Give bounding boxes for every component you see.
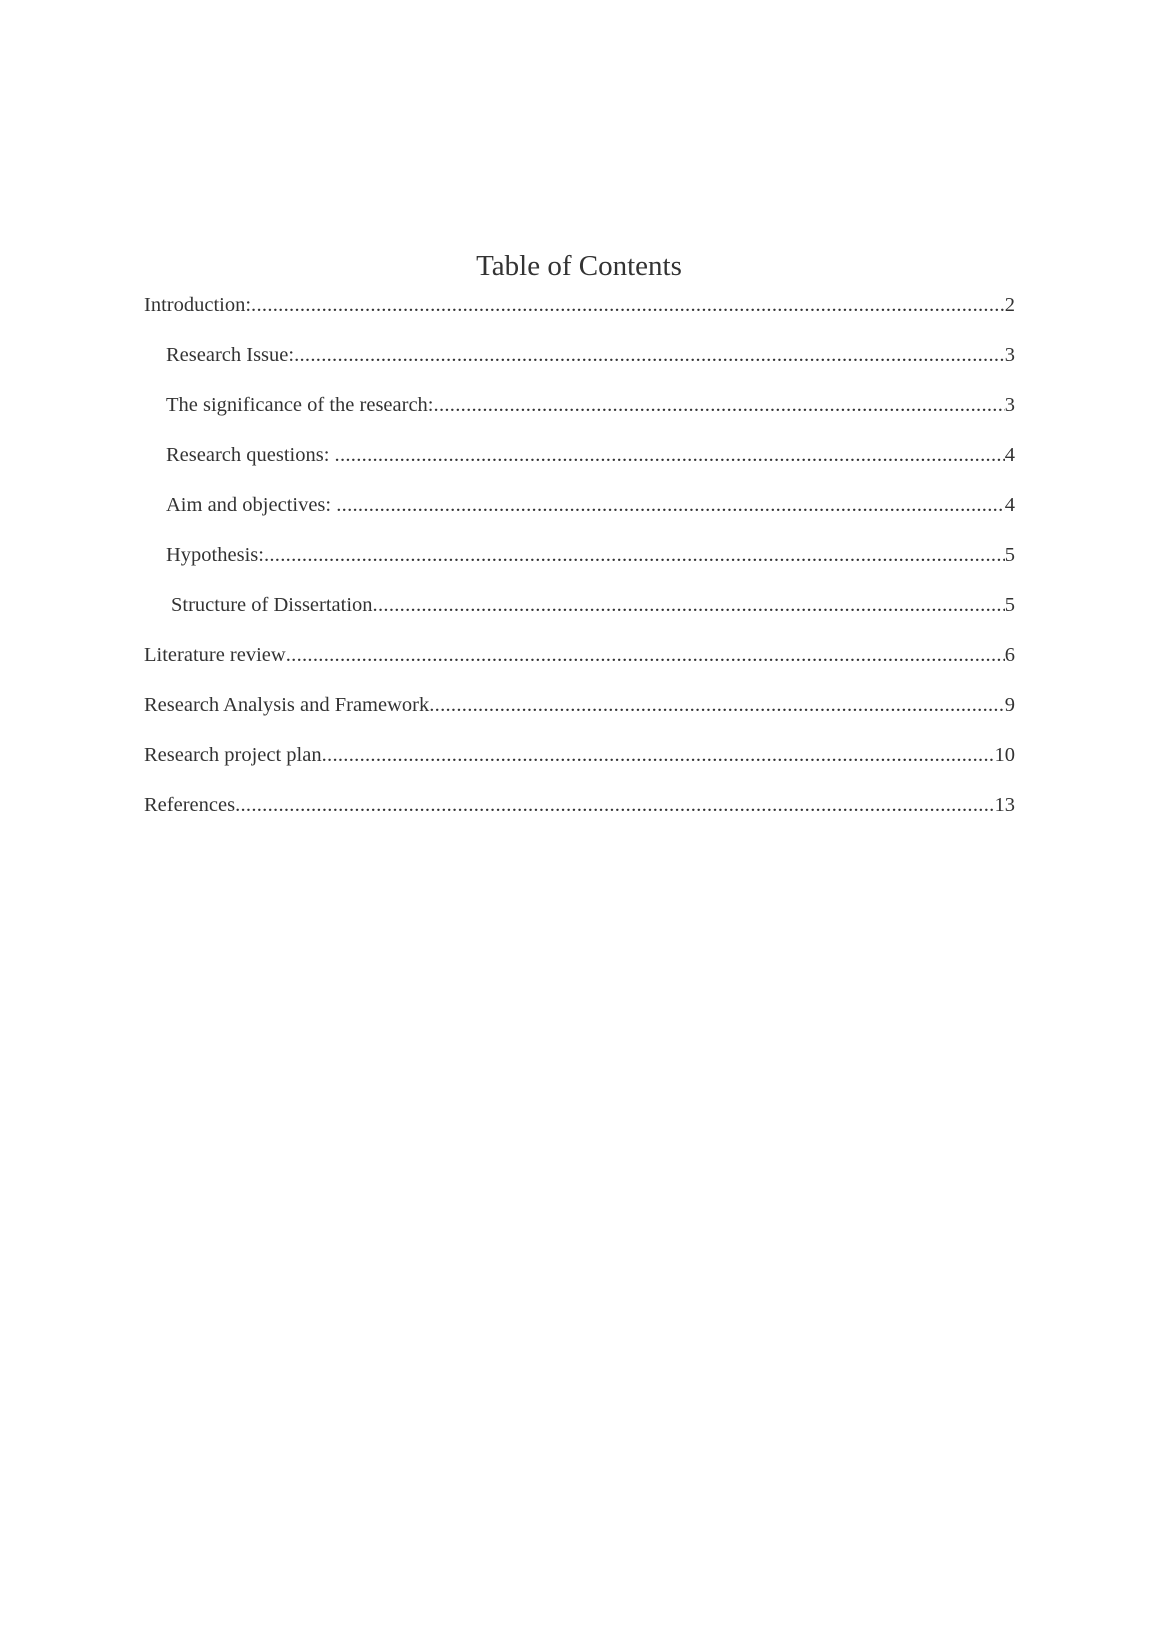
toc-entry-label: Structure of Dissertation <box>171 594 373 616</box>
toc-page-number: 10 <box>994 744 1015 766</box>
toc-list <box>144 292 1015 842</box>
toc-page-number: 3 <box>1004 394 1015 416</box>
toc-entry-references[interactable] <box>144 792 1015 842</box>
toc-entry-hypothesis[interactable] <box>144 542 1015 592</box>
toc-entry-label: Research Issue: <box>166 344 295 366</box>
toc-page-number: 9 <box>1004 694 1015 716</box>
toc-entry-research-analysis[interactable] <box>144 692 1015 742</box>
toc-entry-label: References <box>144 794 236 816</box>
toc-dot-leader <box>429 692 1005 718</box>
toc-entry-research-issue[interactable] <box>144 342 1015 392</box>
toc-dot-leader <box>235 792 994 818</box>
toc-page-number: 3 <box>1004 344 1015 366</box>
toc-dot-leader <box>434 392 1005 418</box>
toc-entry-literature-review[interactable] <box>144 642 1015 692</box>
toc-entry-research-questions[interactable] <box>144 442 1015 492</box>
toc-entry-label: Research project plan <box>144 744 322 766</box>
toc-entry-label: Research Analysis and Framework <box>144 694 430 716</box>
toc-entry-project-plan[interactable] <box>144 742 1015 792</box>
toc-entry-label: Hypothesis: <box>166 544 264 566</box>
toc-title: Table of Contents <box>476 250 682 282</box>
toc-page-number: 4 <box>1004 494 1015 516</box>
toc-page-number: 5 <box>1004 544 1015 566</box>
toc-dot-leader <box>286 642 1005 668</box>
toc-entry-label: The significance of the research: <box>166 394 434 416</box>
toc-entry-aim-objectives[interactable] <box>144 492 1015 542</box>
toc-entry-significance[interactable] <box>144 392 1015 442</box>
toc-page-number: 2 <box>1004 294 1015 316</box>
toc-dot-leader <box>336 492 1005 518</box>
toc-page-number: 13 <box>994 794 1015 816</box>
toc-entry-label: Aim and objectives: <box>166 494 337 516</box>
toc-page-number: 6 <box>1004 644 1015 666</box>
toc-dot-leader <box>322 742 995 768</box>
toc-dot-leader <box>373 592 1005 618</box>
toc-dot-leader <box>264 542 1005 568</box>
toc-entry-structure[interactable] <box>144 592 1015 642</box>
toc-entry-label: Literature review <box>144 644 286 666</box>
toc-entry-label: Research questions: <box>166 444 335 466</box>
toc-page-number: 5 <box>1004 594 1015 616</box>
toc-dot-leader <box>335 442 1005 468</box>
toc-page-number: 4 <box>1004 444 1015 466</box>
toc-entry-introduction[interactable] <box>144 292 1015 342</box>
toc-entry-label: Introduction: <box>144 294 252 316</box>
toc-dot-leader <box>251 292 1005 318</box>
toc-dot-leader <box>294 342 1005 368</box>
